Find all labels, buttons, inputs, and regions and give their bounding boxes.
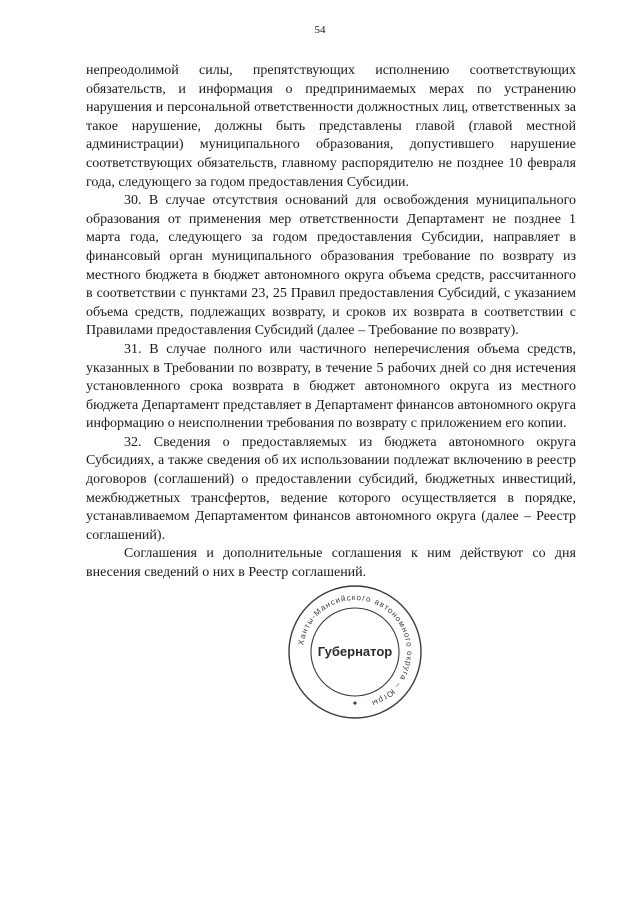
seal-ring-text: Ханты-Мансийского автономного округа – Югры xyxy=(296,592,415,709)
seal-star: ✦ xyxy=(351,699,359,708)
paragraph-continuation: непреодолимой силы, препятствующих исполнению соответствующих обязательств, и информация о предпринимаемых мерах по устранению нарушения и персональной ответственности должностных лиц, ответственных за такое нарушение, должны быть представлены главой (главой местной администрации) муниципального образования, допустившего нарушение соответствующих обязательств, главному распорядителю не позднее 10 февраля года, следующего за годом предоставления Субсидии. xyxy=(86,63,576,190)
governor-seal xyxy=(285,582,425,722)
paragraph-agreements: Соглашения и дополнительные соглашения к ним действуют со дня внесения сведений о них в Реестр соглашений. xyxy=(86,546,576,581)
paragraph-32: 32. Сведения о предоставляемых из бюджета автономного округа Субсидиях, а также сведения об их использовании подлежат включению в реестр договоров (соглашений) о предоставлении субсидий, бюджетных инвестиций, межбюджетных трансфертов, ведение которого осуществляется в порядке, устанавливаемом Департаментом финансов автономного округа (далее – Реестр соглашений). xyxy=(86,434,576,543)
document-body xyxy=(86,62,576,583)
page-number: 54 xyxy=(314,24,326,36)
paragraph-31: 31. В случае полного или частичного неперечисления объема средств, указанных в Требовании по возврату, в течение 5 рабочих дней со дня истечения установленного срока возврата в бюджет автономного округа из местного бюджета Департамент представляет в Департамент финансов автономного округа информацию о неисполнении требования по возврату с приложением его копии. xyxy=(86,341,576,432)
seal-center-text: Губернатор xyxy=(317,644,393,659)
paragraph-30: 30. В случае отсутствия оснований для освобождения муниципального образования от применения мер ответственности Департамент не позднее 1 марта года, следующего за годом предоставления Субсидии, направляет в финансовый орган муниципального образования требование по возврату из местного бюджета в бюджет автономного округа объема средств, рассчитанного в соответствии с пунктами 23, 25 Правил предоставления Субсидий, с указанием объема средств, подлежащих возврату, и сроков их возврата в соответствии с Правилами предоставления Субсидий (далее – Требование по возврату). xyxy=(86,193,576,339)
